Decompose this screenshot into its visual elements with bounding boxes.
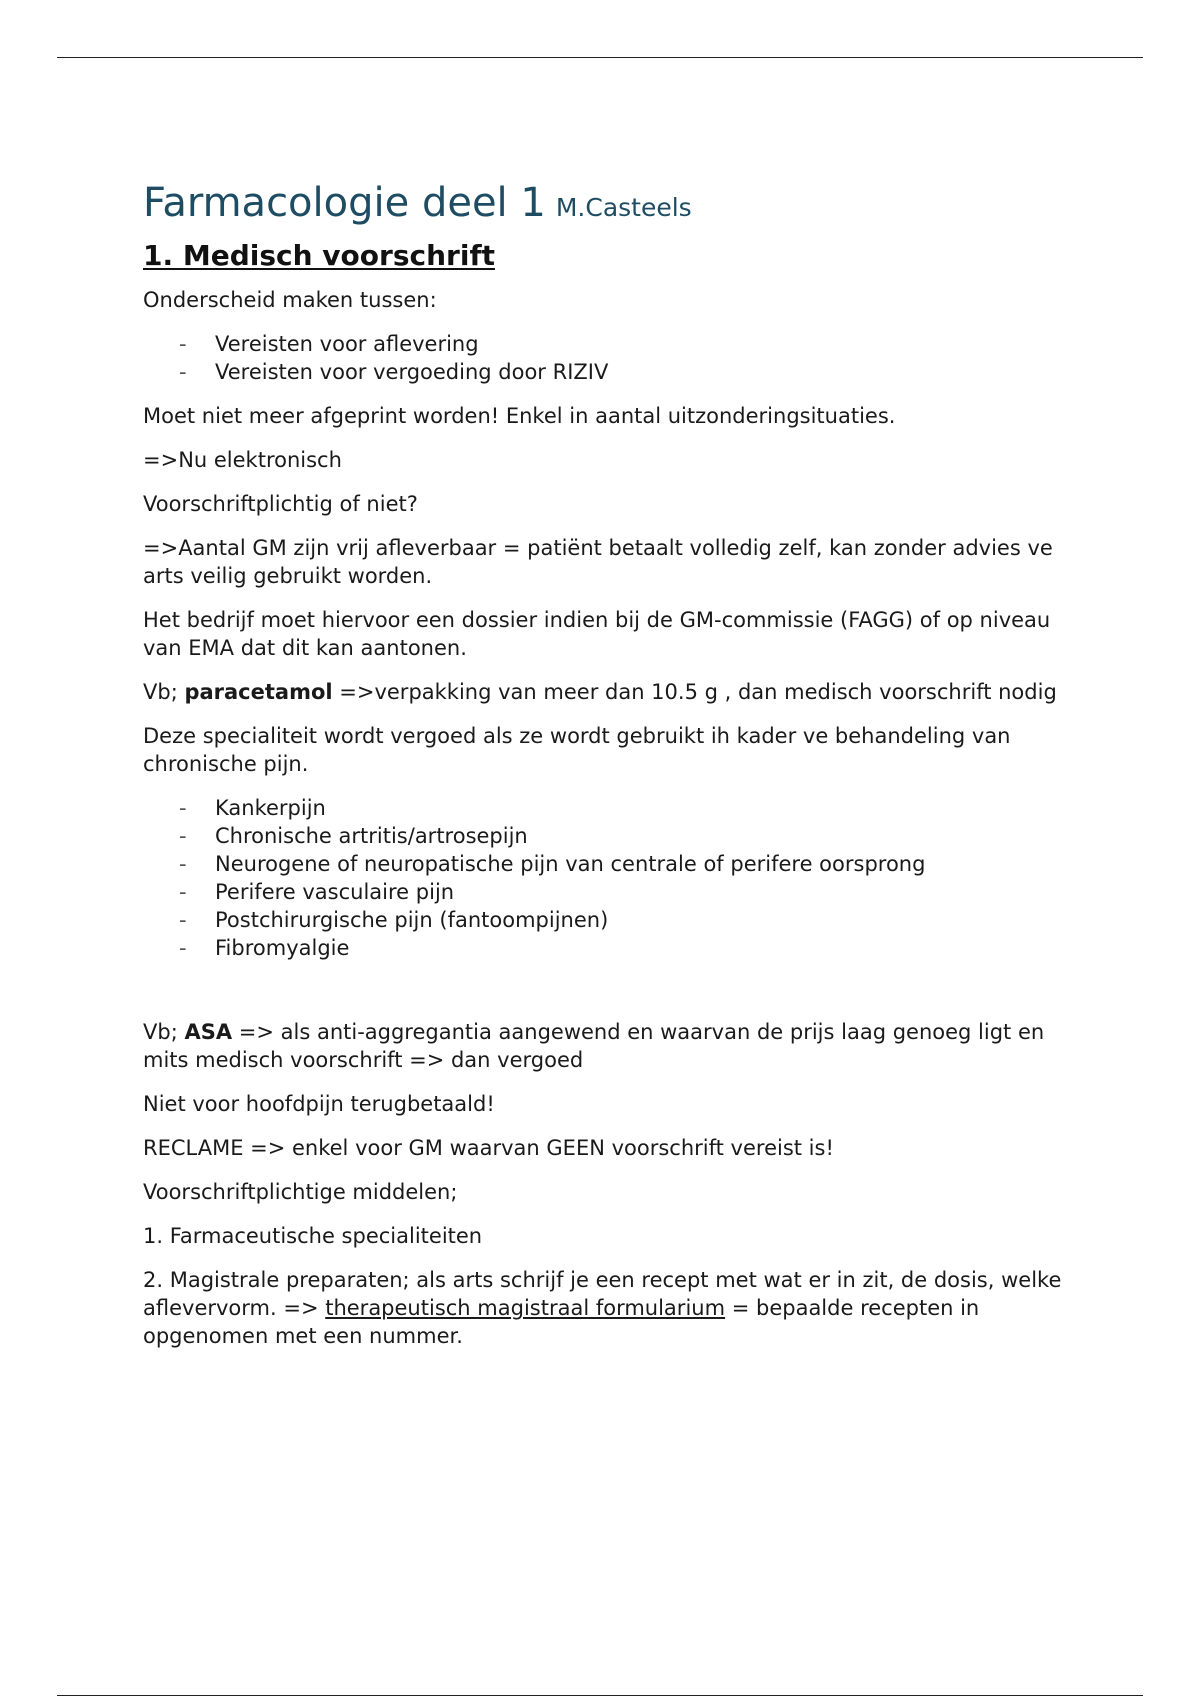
dash-bullet: - [179,852,187,876]
list-item [179,878,1063,906]
spacer [143,978,1063,1018]
list-item-text: Vereisten voor vergoeding door RIZIV [215,360,609,384]
paragraph-asa [143,1018,1063,1074]
example-prefix: Vb; [143,680,185,704]
dash-bullet: - [179,360,187,384]
paragraph-advertising: RECLAME => enkel voor GM waarvan GEEN voorschrift vereist is! [143,1136,834,1160]
drug-name-paracetamol: paracetamol [184,680,333,704]
paragraph-prescription-drugs: Voorschriftplichtige middelen; [143,1180,458,1204]
bottom-rule [57,1695,1143,1696]
list-item-text: Kankerpijn [215,796,326,820]
dash-bullet: - [179,796,187,820]
paragraph-print: Moet niet meer afgeprint worden! Enkel in aantal uitzonderingsituaties. [143,404,896,428]
drug-name-asa: ASA [184,1020,233,1044]
paragraph-otc: =>Aantal GM zijn vrij afleverbaar = patiënt betaalt volledig zelf, kan zonder advies ve arts veilig gebruikt worden. [143,536,1053,588]
list-item-text: Vereisten voor aflevering [215,332,479,356]
paragraph-text: => als anti-aggregantia aangewend en waarvan de prijs laag genoeg ligt en mits medisch voorschrift => dan vergoed [143,1020,1045,1072]
author-name: M.Casteels [555,193,692,222]
list-item [179,850,1063,878]
section-heading: 1. Medisch voorschrift [143,239,496,272]
list-item [179,358,1063,386]
formulary-term: therapeutisch magistraal formularium [325,1296,726,1320]
paragraph-text: = bepaalde recepten in opgenomen met een nummer. [143,1296,980,1348]
list-item [179,822,1063,850]
document-body [143,178,1063,1366]
requirements-list [143,330,1063,386]
dash-bullet: - [179,332,187,356]
paragraph-dossier: Het bedrijf moet hiervoor een dossier indien bij de GM-commissie (FAGG) of op niveau van EMA dat dit kan aantonen. [143,608,1051,660]
paragraph-headache: Niet voor hoofdpijn terugbetaald! [143,1092,495,1116]
paragraph-specialties: 1. Farmaceutische specialiteiten [143,1224,483,1248]
list-item-text: Chronische artritis/artrosepijn [215,824,528,848]
dash-bullet: - [179,824,187,848]
title-text: Farmacologie deel 1 [143,180,546,226]
top-rule [57,57,1143,58]
chronic-pain-list [143,794,1063,962]
list-item [179,906,1063,934]
paragraph-distinction: Onderscheid maken tussen: [143,288,437,312]
paragraph-electronic: =>Nu elektronisch [143,448,342,472]
list-item [179,794,1063,822]
list-item [179,934,1063,962]
paragraph-text: 2. Magistrale preparaten; als arts schrijf je een recept met wat er in zit, de dosis, welke aflevervorm. => [143,1268,1062,1320]
list-item-text: Fibromyalgie [215,936,350,960]
list-item [179,330,1063,358]
dash-bullet: - [179,908,187,932]
list-item-text: Perifere vasculaire pijn [215,880,455,904]
paragraph-magistral [143,1266,1063,1350]
list-item-text: Neurogene of neuropatische pijn van centrale of perifere oorsprong [215,852,926,876]
dash-bullet: - [179,936,187,960]
dash-bullet: - [179,880,187,904]
paragraph-text: =>verpakking van meer dan 10.5 g , dan medisch voorschrift nodig [332,680,1057,704]
list-item-text: Postchirurgische pijn (fantoompijnen) [215,908,609,932]
example-prefix: Vb; [143,1020,185,1044]
paragraph-reimbursement: Deze specialiteit wordt vergoed als ze wordt gebruikt ih kader ve behandeling van chronische pijn. [143,724,1011,776]
paragraph-question: Voorschriftplichtig of niet? [143,492,418,516]
document-title [143,178,1063,234]
paragraph-paracetamol [143,678,1063,706]
